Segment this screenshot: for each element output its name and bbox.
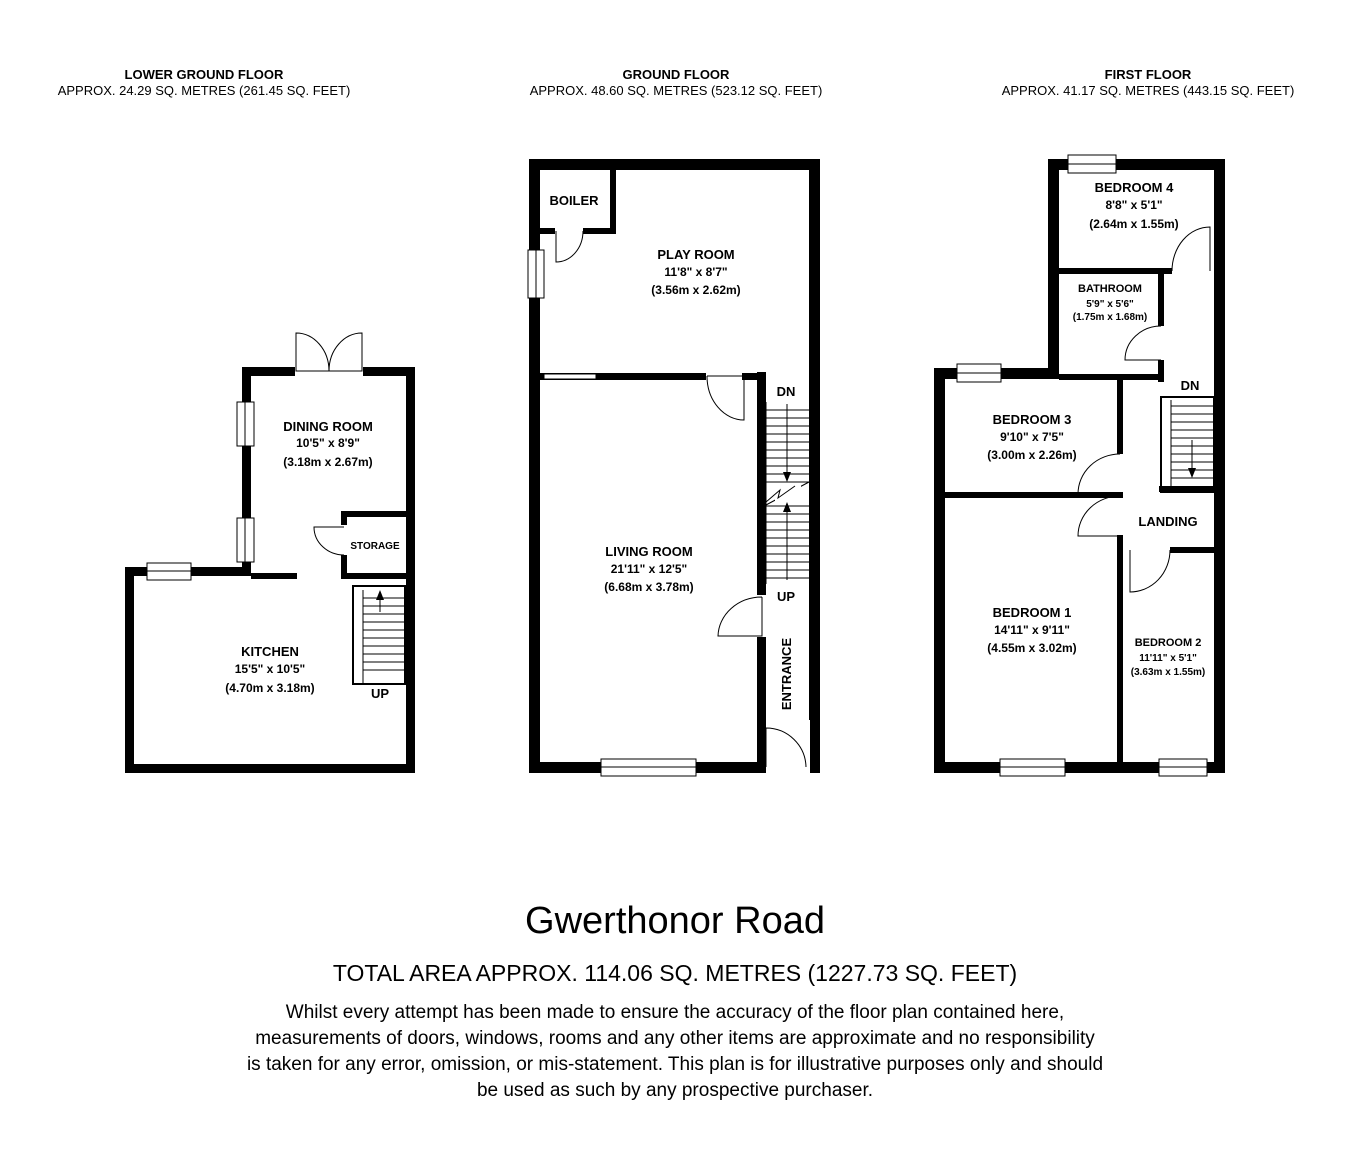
room-size-metric: (4.55m x 3.02m) [987,641,1077,655]
internal-window [544,374,596,379]
room-name: ENTRANCE [779,637,794,711]
stairs-up-label: UP [776,589,796,604]
room-size-metric: (4.70m x 3.18m) [225,681,315,695]
room-name: LIVING ROOM [605,544,693,559]
room-size: 10'5" x 8'9" [296,436,360,450]
disclaimer-line: be used as such by any prospective purchaser. [476,1080,874,1101]
room-size: 11'8" x 8'7" [664,265,728,279]
floor-area: APPROX. 48.60 SQ. METRES (523.12 SQ. FEET) [529,83,823,98]
room-size: 14'11" x 9'11" [994,623,1070,637]
wall [1170,547,1214,553]
staircase [353,586,405,684]
total-area: TOTAL AREA APPROX. 114.06 SQ. METRES (1227.73 SQ. FEET) [332,960,1018,986]
wall [406,367,415,773]
room-name: PLAY ROOM [657,247,735,262]
wall [1117,535,1123,762]
floor-area: APPROX. 41.17 SQ. METRES (443.15 SQ. FEET) [1001,83,1295,98]
wall [583,228,616,234]
room-size-metric: (3.18m x 2.67m) [283,455,373,469]
bedroom-1-door [1078,496,1120,536]
wall [1059,374,1164,380]
property-address: Gwerthonor Road [525,900,825,942]
bedroom-3-door [1078,454,1120,494]
wall [742,373,766,380]
room-size: 9'10" x 7'5" [1000,430,1064,444]
room-name: BOILER [549,193,599,208]
ground-floor-plan [528,159,820,776]
room-size: 15'5" x 10'5" [234,662,306,676]
floor-name: LOWER GROUND FLOOR [124,67,284,82]
boiler-door [556,231,583,262]
wall [1048,159,1059,379]
floor-area: APPROX. 24.29 SQ. METRES (261.45 SQ. FEET) [57,83,351,98]
wall [757,372,766,773]
wall [610,170,616,234]
room-name: DINING ROOM [283,419,373,434]
stairs-down-label: DN [1180,378,1200,393]
room-name: BEDROOM 3 [992,412,1072,427]
room-name: KITCHEN [241,644,299,659]
disclaimer-line: measurements of doors, windows, rooms and any other items are approximate and no responsibility [255,1028,1095,1049]
stairs-down-label: DN [776,384,796,399]
room-name: BEDROOM 4 [1094,180,1174,195]
room-size-metric: (3.56m x 2.62m) [651,283,741,297]
disclaimer-line: Whilst every attempt has been made to ensure the accuracy of the floor plan contained here, [285,1002,1065,1023]
room-name: LANDING [1138,514,1198,529]
wall [341,511,409,517]
wall [809,159,820,773]
first-floor-plan [934,155,1225,776]
room-size: 8'8" x 5'1" [1105,198,1163,212]
french-door-right [329,333,362,371]
disclaimer [0,1000,1350,1104]
wall [251,573,297,579]
bedroom-4-door [1172,227,1210,271]
room-name: BEDROOM 1 [992,605,1072,620]
wall [529,159,820,170]
room-size: 11'11" x 5'1" [1139,653,1197,664]
wall [125,567,134,773]
wall [945,492,1123,498]
disclaimer-line: is taken for any error, omission, or mis-statement. This plan is for illustrative purposes only and should [246,1054,1104,1075]
wall [540,228,555,234]
wall [125,764,415,773]
stairs-up-label: UP [370,686,390,701]
lower-ground-floor-plan [125,333,415,773]
room-name: BEDROOM 2 [1134,637,1202,649]
wall [1059,268,1172,274]
french-door-left [296,333,329,371]
room-size-metric: (1.75m x 1.68m) [1072,312,1148,323]
stair-arrow-down [783,472,791,482]
floor-name: GROUND FLOOR [622,67,730,82]
room-size-metric: (2.64m x 1.55m) [1089,217,1179,231]
wall [1117,380,1123,454]
wall [1158,268,1164,326]
wall [1214,159,1225,773]
room-size: 21'11" x 12'5" [610,562,688,576]
floor-name: FIRST FLOOR [1104,67,1192,82]
living-room-door [707,376,744,420]
wall [341,573,409,579]
room-size-metric: (6.68m x 3.78m) [604,580,694,594]
bedroom-2-door [1130,550,1170,592]
stair-arrow-up [783,502,791,512]
bathroom-door [1125,326,1161,360]
room-name: STORAGE [350,541,400,552]
room-name: BATHROOM [1078,283,1142,295]
room-size-metric: (3.00m x 2.26m) [987,448,1077,462]
room-size-metric: (3.63m x 1.55m) [1130,667,1206,678]
wall [934,368,945,773]
room-size: 5'9" x 5'6" [1086,299,1134,310]
